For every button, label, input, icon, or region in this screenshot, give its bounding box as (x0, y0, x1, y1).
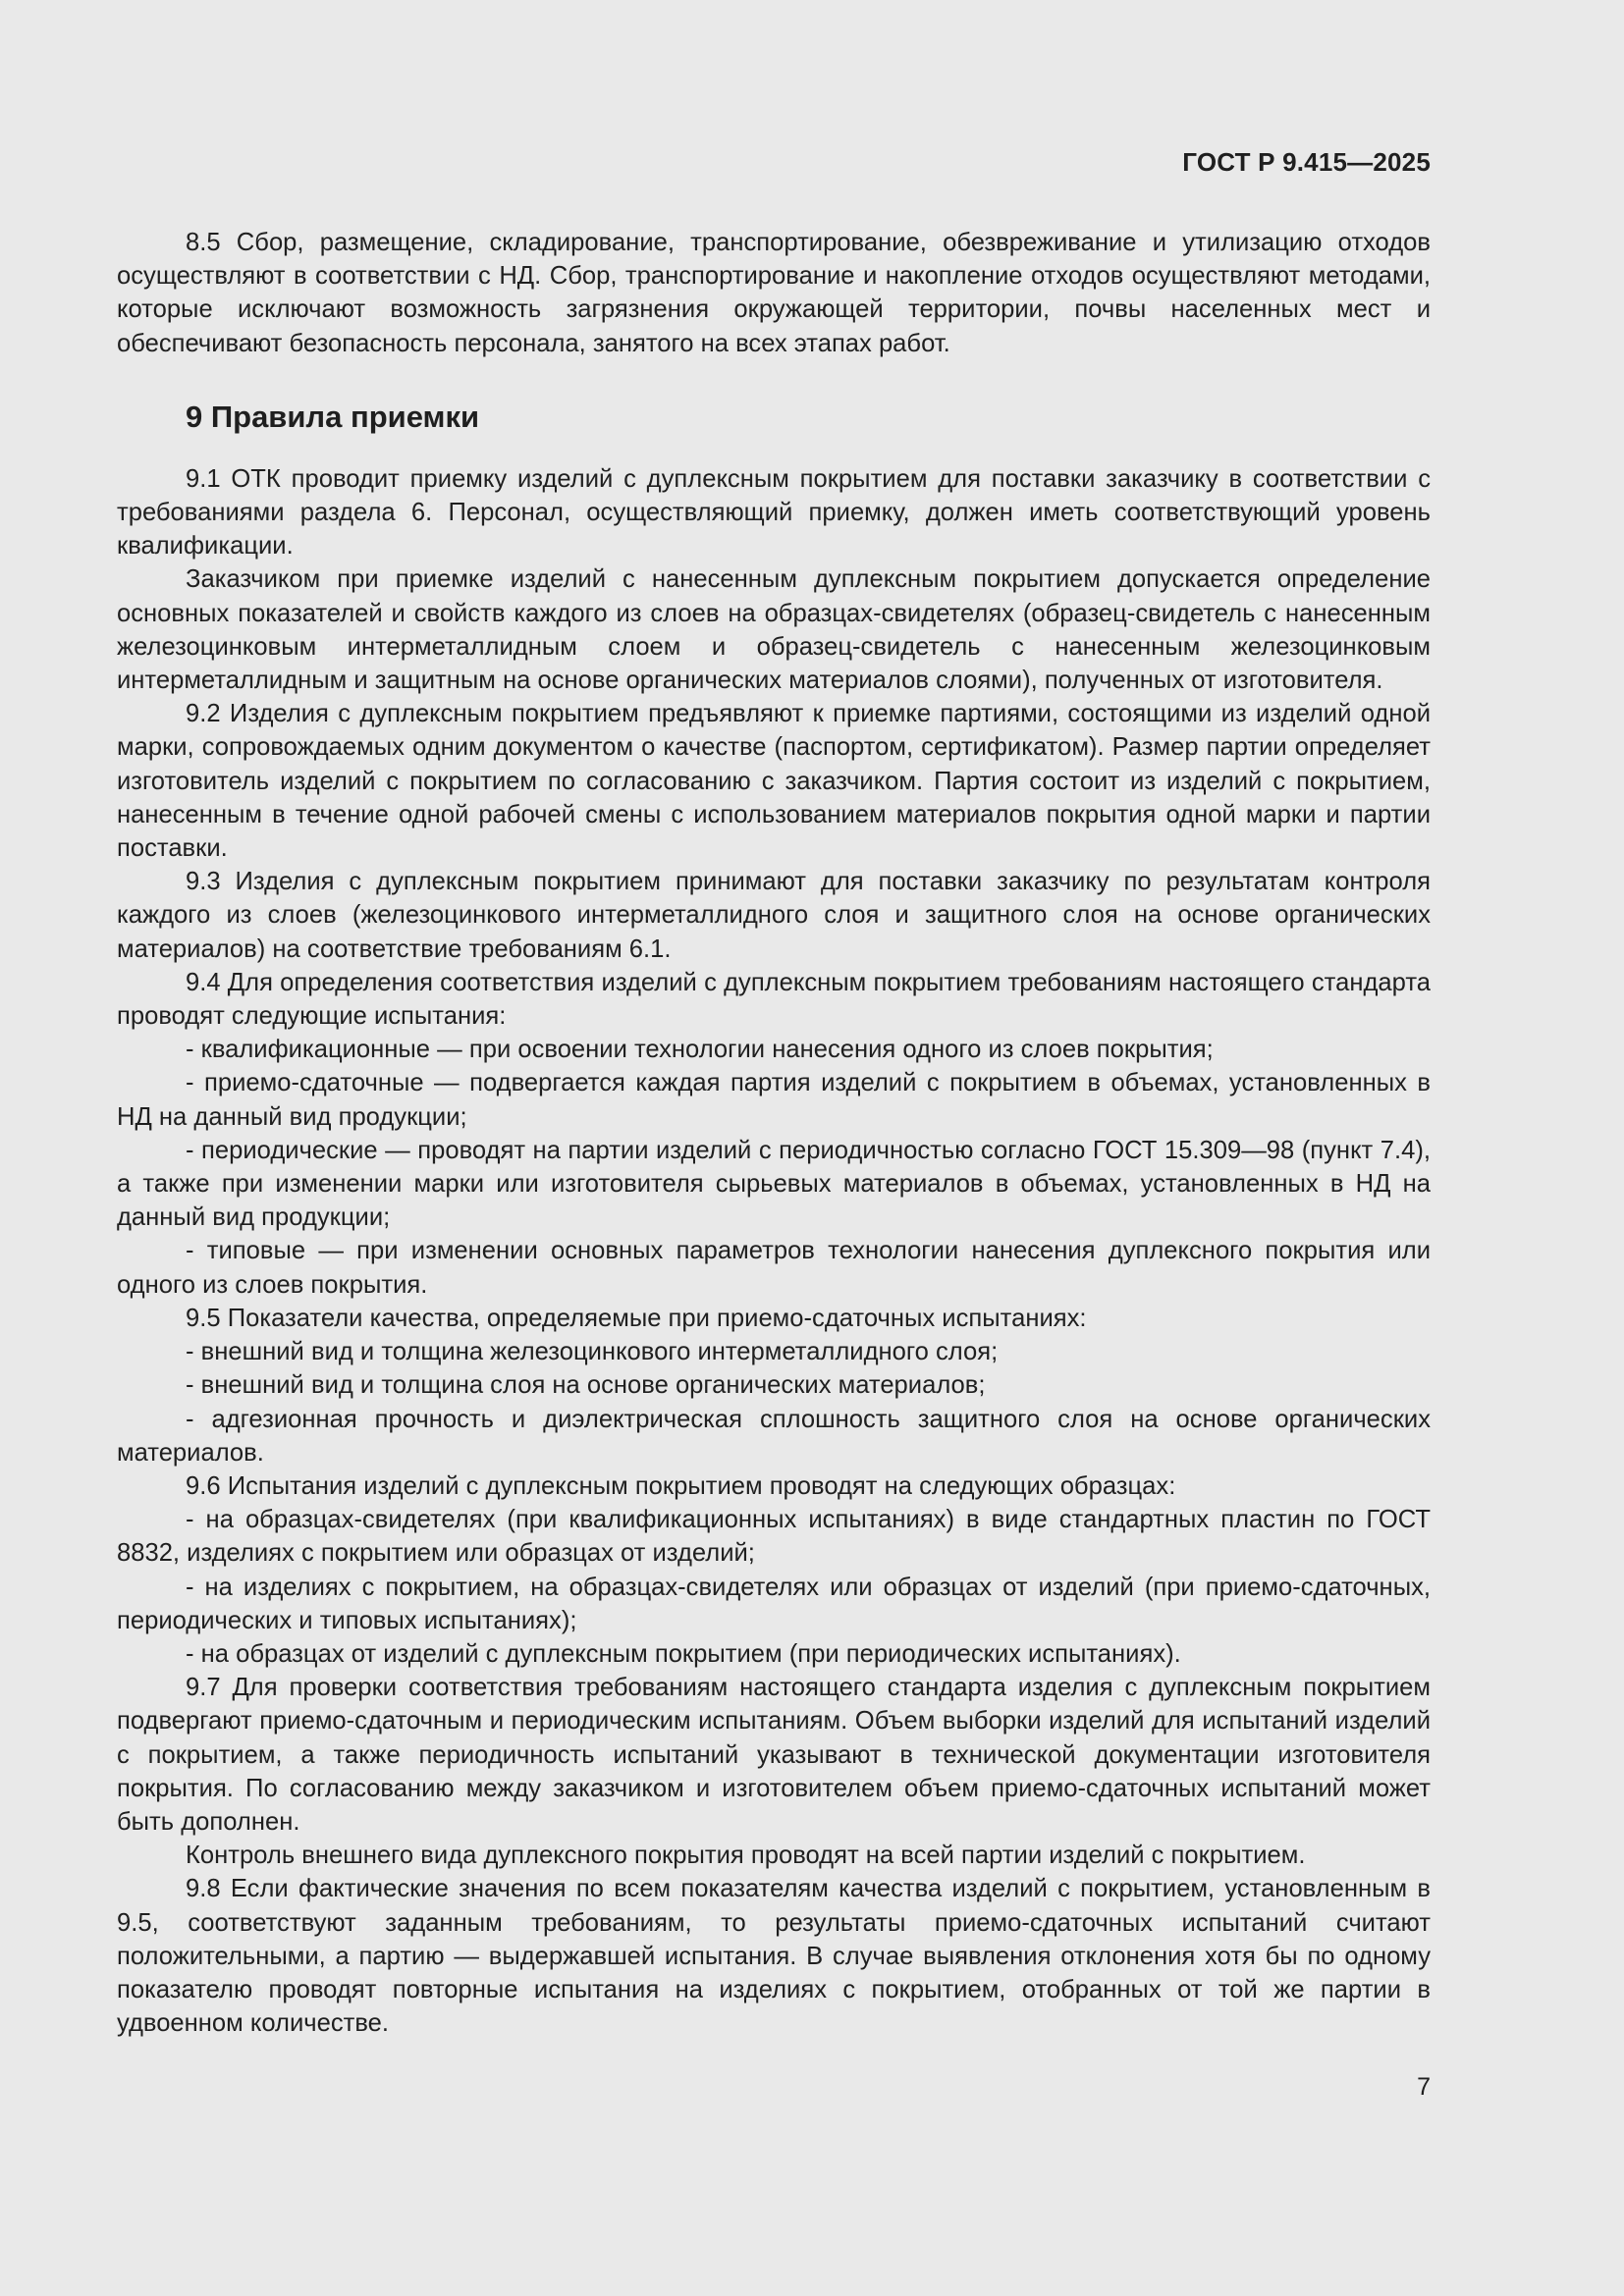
list-item: - приемо-сдаточные — подвергается каждая партия изделий с покрытием в объемах, установленных в НД на данный вид продукции; (117, 1069, 1431, 1131)
paragraph-8-5: 8.5 Сбор, размещение, складирование, транспортирование, обезвреживание и утилизацию отходов осуществляют в соответствии с НД. Сбор, транспортирование и накопление отходов осуществляют методами, которые исключают возможность загрязнения окружающей территории, почвы населенных мест и обеспечивают безопасность персонала, занятого на всех этапах работ. (117, 229, 1431, 357)
list-item: - адгезионная прочность и диэлектрическая сплошность защитного слоя на основе органических материалов. (117, 1405, 1431, 1467)
page-number: 7 (1417, 2073, 1431, 2101)
paragraph-9-2: 9.2 Изделия с дуплексным покрытием предъявляют к приемке партиями, состоящими из изделий одной марки, сопровождаемых одним документом о качестве (паспортом, сертификатом). Размер партии определяет изготовитель изделий с покрытием по согласованию с заказчиком. Партия состоит из изделий с покрытием, нанесенным в течение одной рабочей смены с использованием материалов покрытия одной марки и партии поставки. (117, 700, 1431, 863)
list-item: - внешний вид и толщина слоя на основе органических материалов; (186, 1371, 986, 1400)
paragraph-9-1-customer: Заказчиком при приемке изделий с нанесенным дуплексным покрытием допускается определение основных показателей и свойств каждого из слоев на образцах-свидетелях (образец-свидетель с нанесенным железоцинковым интерметаллидным слоем и образец-свидетель с нанесенным железоцинковым интерметаллидным и защитным на основе органических материалов слоями), полученных от изготовителя. (117, 565, 1431, 695)
paragraph-9-3: 9.3 Изделия с дуплексным покрытием принимают для поставки заказчику по результатам контроля каждого из слоев (железоцинкового интерметаллидного слоя и защитного слоя на основе органических материалов) на соответствие требованиям 6.1. (117, 868, 1431, 963)
paragraph-9-8: 9.8 Если фактические значения по всем показателям качества изделий с покрытием, установленным в 9.5, соответствуют заданным требованиям, то результаты приемо-сдаточных испытаний считают положительными, а партию — выдержавшей испытания. В случае выявления отклонения хотя бы по одному показателю проводят повторные испытания на изделиях с покрытием, отобранных от той же партии в удвоенном количестве. (117, 1875, 1431, 2038)
paragraph-9-5: 9.5 Показатели качества, определяемые при приемо-сдаточных испытаниях: (186, 1304, 1087, 1332)
paragraph-9-4: 9.4 Для определения соответствия изделий с дуплексным покрытием требованиям настоящего стандарта проводят следующие испытания: (117, 968, 1431, 1031)
list-item: - на изделиях с покрытием, на образцах-свидетелях или образцах от изделий (при приемо-сдаточных, периодических и типовых испытаниях); (117, 1573, 1431, 1634)
list-item: - типовые — при изменении основных параметров технологии нанесения дуплексного покрытия или одного из слоев покрытия. (117, 1237, 1431, 1299)
list-item: - квалификационные — при освоении технологии нанесения одного из слоев покрытия; (186, 1036, 1214, 1064)
paragraph-9-1: 9.1 ОТК проводит приемку изделий с дуплексным покрытием для поставки заказчику в соответствии с требованиями раздела 6. Персонал, осуществляющий приемку, должен иметь соответствующий уровень квалификации. (117, 464, 1431, 561)
section-title: 9 Правила приемки (186, 399, 480, 434)
document-body (117, 226, 1431, 2040)
paragraph-9-6: 9.6 Испытания изделий с дуплексным покрытием проводят на следующих образцах: (186, 1471, 1176, 1500)
list-item: - периодические — проводят на партии изделий с периодичностью согласно ГОСТ 15.309—98 (пункт 7.4), а также при изменении марки или изготовителя сырьевых материалов в объемах, установленных в НД на данный вид продукции; (117, 1136, 1431, 1232)
list-item: - внешний вид и толщина железоцинкового интерметаллидного слоя; (186, 1338, 999, 1366)
list-item: - на образцах от изделий с дуплексным покрытием (при периодических испытаниях). (186, 1639, 1181, 1668)
list-item: - на образцах-свидетелях (при квалификационных испытаниях) в виде стандартных пластин по ГОСТ 8832, изделиях с покрытием или образцах от изделий; (117, 1506, 1431, 1568)
document-code: ГОСТ Р 9.415—2025 (1182, 147, 1431, 177)
paragraph-9-7-visual-control: Контроль внешнего вида дуплексного покрытия проводят на всей партии изделий с покрытием. (186, 1842, 1306, 1870)
paragraph-9-7: 9.7 Для проверки соответствия требованиям настоящего стандарта изделия с дуплексным покрытием подвергают приемо-сдаточным и периодическим испытаниям. Объем выборки изделий для испытаний изделий с покрытием, а также периодичность испытаний указывают в технической документации изготовителя покрытия. По согласованию между заказчиком и изготовителем объем приемо-сдаточных испытаний может быть дополнен. (117, 1674, 1431, 1836)
